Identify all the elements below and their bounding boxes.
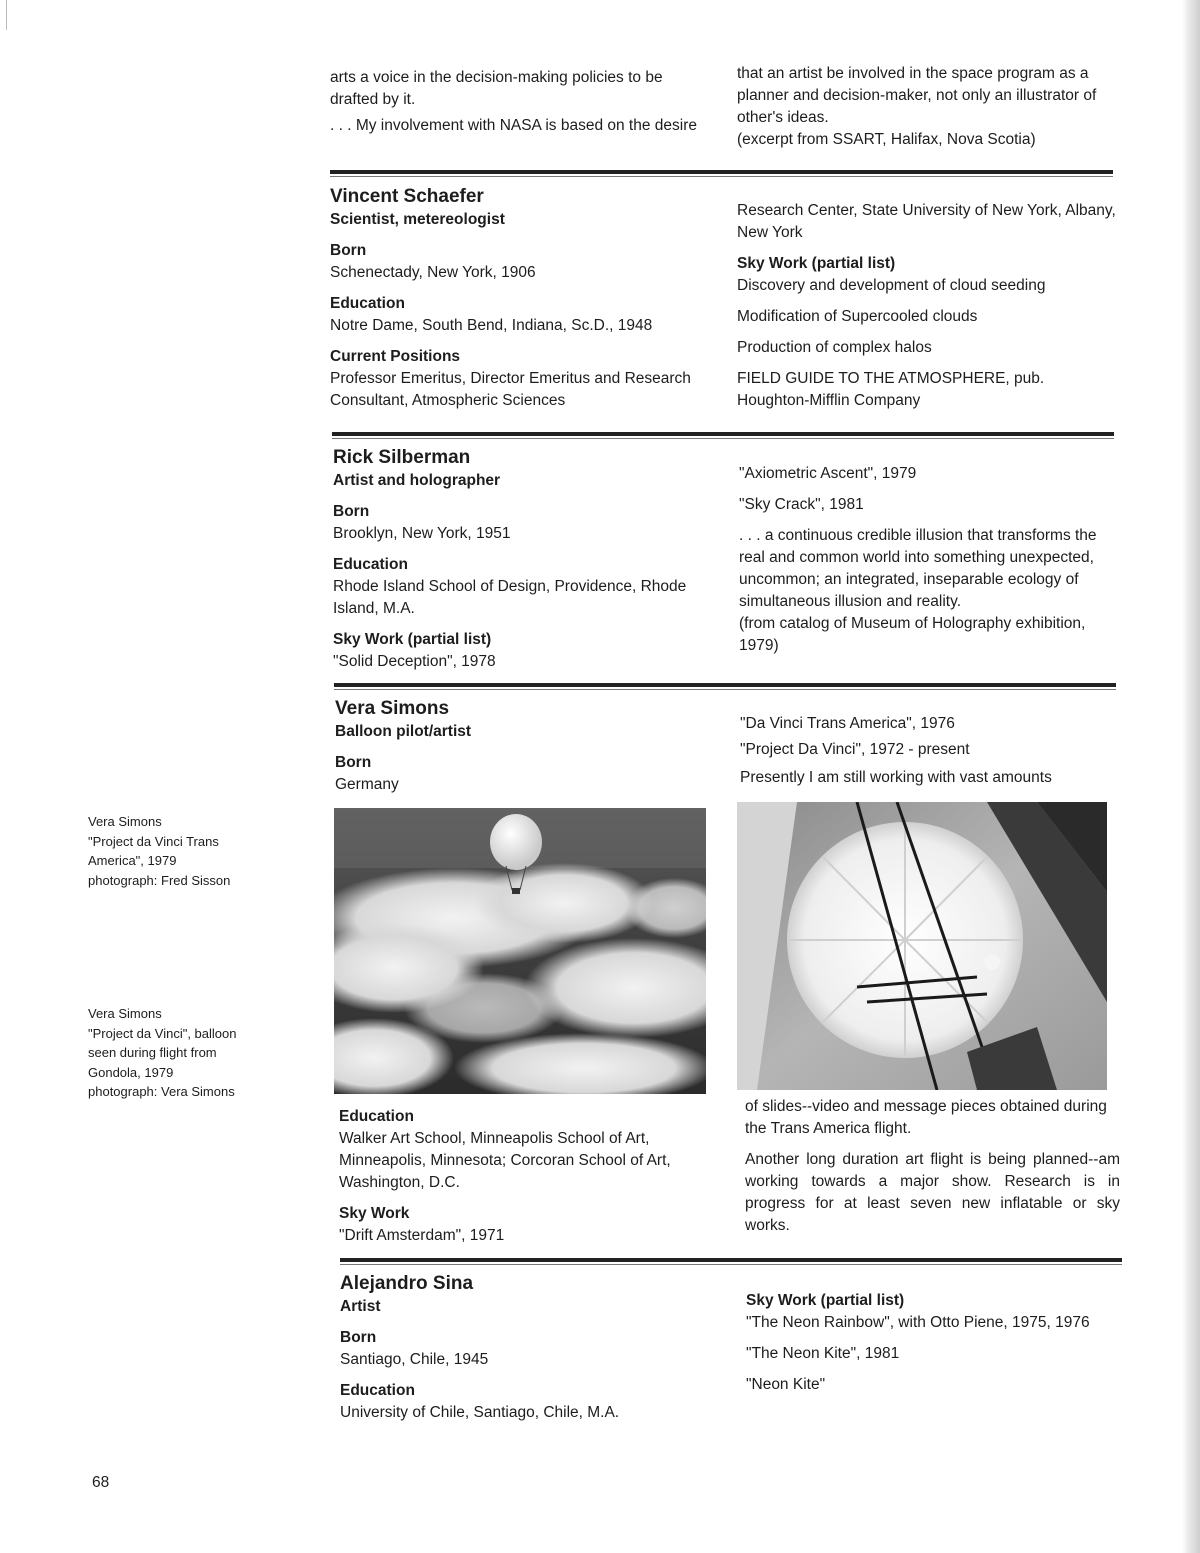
page-gutter-shadow <box>1182 0 1200 1553</box>
silberman-entry-right <box>739 463 1117 657</box>
sina-entry-left <box>340 1272 710 1424</box>
section-divider <box>334 683 1116 687</box>
skywork-item: "The Neon Rainbow", with Otto Piene, 1975, 1976 <box>746 1314 1090 1331</box>
simons-entry-right-top <box>740 713 1118 789</box>
skywork-item: "Axiometric Ascent", 1979 <box>739 465 917 482</box>
caption-credit: photograph: Fred Sisson <box>88 872 231 888</box>
caption-credit: photograph: Vera Simons <box>88 1084 235 1099</box>
section-divider <box>330 170 1113 174</box>
top-right-paragraph: that an artist be involved in the space program as a planner and decision-maker, not only an illustrator of other's ideas. <box>737 65 1097 126</box>
skywork-item: "The Neon Kite", 1981 <box>746 1345 900 1362</box>
balloon-over-clouds-photo <box>334 808 706 1094</box>
silberman-entry-left <box>333 446 708 673</box>
gondola-view-photo <box>737 802 1107 1090</box>
education-label: Education <box>339 1108 414 1125</box>
artist-name: Vincent Schaefer <box>330 186 484 207</box>
skywork-label: Sky Work (partial list) <box>333 631 492 648</box>
artist-role: Balloon pilot/artist <box>335 723 472 740</box>
education-label: Education <box>333 556 408 573</box>
born-value: Schenectady, New York, 1906 <box>330 264 536 281</box>
artist-name: Alejandro Sina <box>340 1273 474 1294</box>
skywork-item: Production of complex halos <box>737 339 932 356</box>
education-label: Education <box>340 1382 415 1399</box>
skywork-item: "Da Vinci Trans America", 1976 <box>740 715 955 732</box>
schaefer-entry-right <box>737 200 1117 412</box>
skywork-item: "Neon Kite" <box>746 1376 826 1393</box>
section-divider <box>332 432 1114 436</box>
education-value: Rhode Island School of Design, Providence, Rhode Island, M.A. <box>333 578 687 617</box>
artist-statement: of slides--video and message pieces obtained during the Trans America flight. <box>745 1098 1107 1137</box>
born-label: Born <box>335 754 372 771</box>
skywork-label: Sky Work <box>339 1205 410 1222</box>
artist-statement: Another long duration art flight is being planned--am working towards a major show. Research is in progress for at least seven new inflatable or sky works. <box>745 1151 1120 1234</box>
page-number: 68 <box>92 1474 110 1491</box>
top-left-column <box>330 67 705 137</box>
skywork-item: Modification of Supercooled clouds <box>737 308 978 325</box>
artist-role: Scientist, metereologist <box>330 211 505 228</box>
skywork-label: Sky Work (partial list) <box>737 255 896 272</box>
simons-entry-right-bottom <box>745 1096 1120 1237</box>
top-left-paragraph: arts a voice in the decision-making policies to be drafted by it. <box>330 69 663 108</box>
skywork-item: FIELD GUIDE TO THE ATMOSPHERE, pub. Houghton-Mifflin Company <box>737 370 1045 409</box>
skywork-item: "Project Da Vinci", 1972 - present <box>740 741 970 758</box>
skywork-item: "Drift Amsterdam", 1971 <box>339 1227 505 1244</box>
education-value: Walker Art School, Minneapolis School of Art, Minneapolis, Minnesota; Corcoran School of Art, Washington, D.C. <box>339 1130 671 1191</box>
caption-artist: Vera Simons <box>88 1006 162 1021</box>
born-value: Brooklyn, New York, 1951 <box>333 525 511 542</box>
artist-name: Rick Silberman <box>333 447 471 468</box>
skywork-item: "Sky Crack", 1981 <box>739 496 864 513</box>
scan-edge-mark <box>6 0 7 30</box>
section-divider <box>340 1258 1122 1262</box>
skywork-item: Discovery and development of cloud seeding <box>737 277 1046 294</box>
simons-entry-left-bottom <box>339 1106 709 1247</box>
caption-artist: Vera Simons <box>88 814 162 829</box>
skywork-label: Sky Work (partial list) <box>746 1292 905 1309</box>
positions-value: Professor Emeritus, Director Emeritus and Research Consultant, Atmospheric Sciences <box>330 370 691 409</box>
artist-name: Vera Simons <box>335 698 450 719</box>
born-value: Germany <box>335 776 399 793</box>
top-right-column <box>737 63 1117 151</box>
gondola-photo-image <box>737 802 1107 1090</box>
photo-caption-1 <box>88 812 263 890</box>
positions-value-continued: Research Center, State University of New York, Albany, New York <box>737 202 1116 241</box>
education-value: Notre Dame, South Bend, Indiana, Sc.D., 1948 <box>330 317 653 334</box>
positions-label: Current Positions <box>330 348 461 365</box>
quote-source: (from catalog of Museum of Holography exhibition, 1979) <box>739 615 1086 654</box>
artist-quote: . . . a continuous credible illusion that transforms the real and common world into something unexpected, uncommon; an integrated, inseparable ecology of simultaneous illusion and reality. <box>739 527 1097 610</box>
sina-entry-right <box>746 1290 1121 1396</box>
born-label: Born <box>330 242 367 259</box>
simons-entry-left <box>335 697 710 796</box>
artist-role: Artist and holographer <box>333 472 501 489</box>
artist-statement: Presently I am still working with vast amounts <box>740 769 1052 786</box>
skywork-item: "Solid Deception", 1978 <box>333 653 496 670</box>
photo-caption-2 <box>88 1004 263 1102</box>
artist-role: Artist <box>340 1298 381 1315</box>
born-label: Born <box>333 503 370 520</box>
born-label: Born <box>340 1329 377 1346</box>
top-right-source: (excerpt from SSART, Halifax, Nova Scotia) <box>737 131 1036 148</box>
education-value: University of Chile, Santiago, Chile, M.A. <box>340 1404 620 1421</box>
education-label: Education <box>330 295 405 312</box>
balloon-photo-image <box>334 808 706 1094</box>
caption-title: "Project da Vinci", balloon seen during flight from Gondola, 1979 <box>88 1025 237 1080</box>
top-left-paragraph: . . . My involvement with NASA is based on the desire <box>330 117 698 134</box>
caption-title: "Project da Vinci Trans America", 1979 <box>88 833 219 868</box>
schaefer-entry-left <box>330 185 710 412</box>
born-value: Santiago, Chile, 1945 <box>340 1351 489 1368</box>
